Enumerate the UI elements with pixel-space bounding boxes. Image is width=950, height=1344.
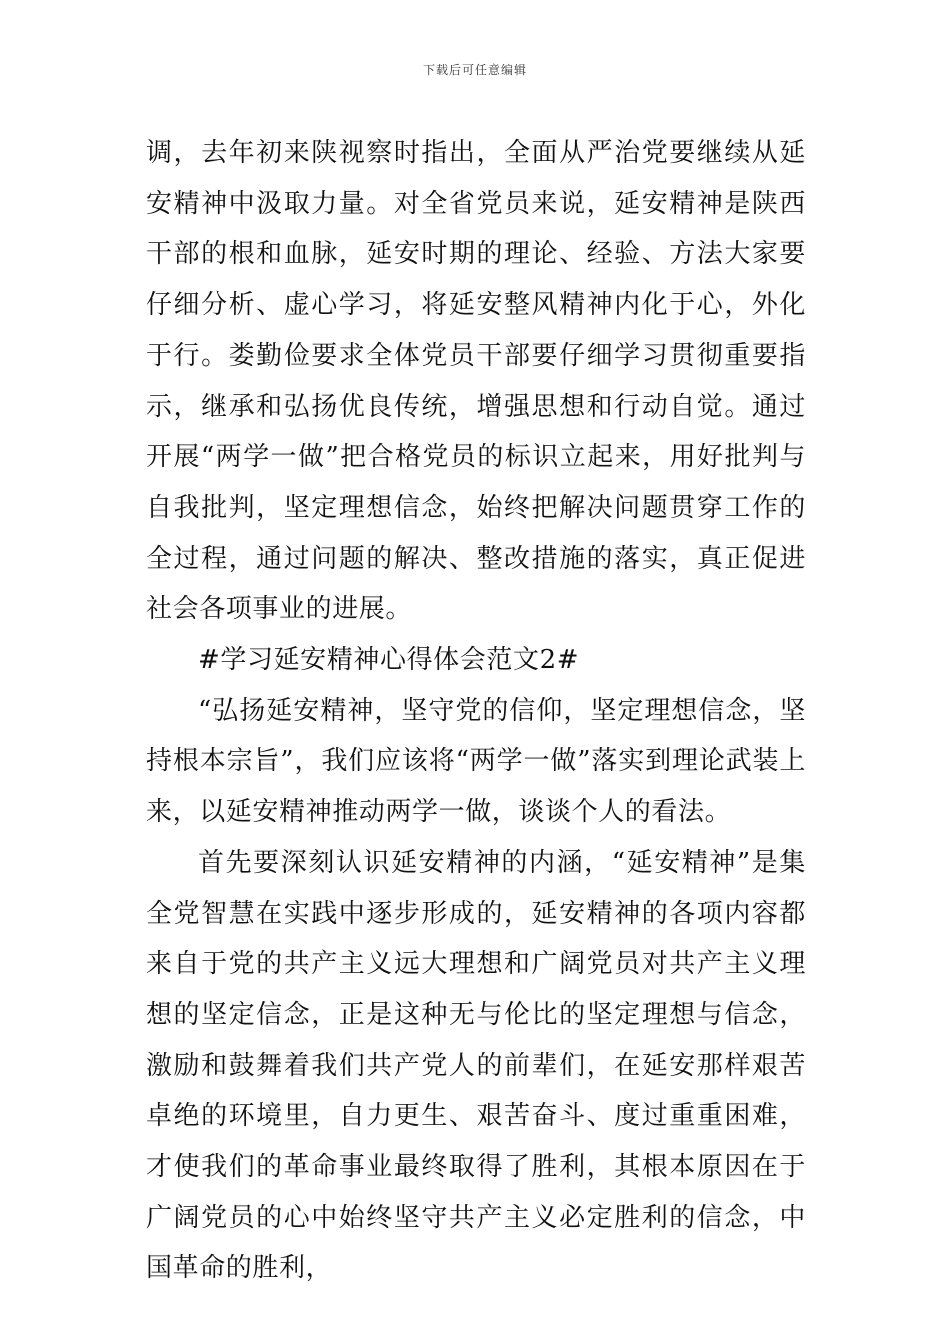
section-heading: #学习延安精神心得体会范文2# bbox=[198, 645, 580, 676]
paragraph-quote: “弘扬延安精神，坚守党的信仰，坚定理想信念，坚持根本宗旨”，我们应该将“两学一做”落实到理论武装上来，以延安精神推动两学一做，谈谈个人的看法。 bbox=[146, 695, 806, 828]
page-header: 下载后可任意编辑 bbox=[422, 63, 527, 77]
paragraph-first-point: 首先要深刻认识延安精神的内涵，“延安精神”是集全党智慧在实践中逐步形成的，延安精神的各项内容都来自于党的共产主义远大理想和广阔党员对共产主义理想的坚定信念，正是这种无与伦比的坚定理想与信念，激励和鼓舞着我们共产党人的前辈们，在延安那样艰苦卓绝的环境里，自力更生、艰苦奋斗、度过重重困难，才使我们的革命事业最终取得了胜利，其根本原因在于广阔党员的心中始终坚守共产主义必定胜利的信念，中国革命的胜利， bbox=[146, 847, 806, 1284]
document-body bbox=[146, 128, 806, 1294]
paragraph-continued: 调，去年初来陕视察时指出，全面从严治党要继续从延安精神中汲取力量。对全省党员来说，延安精神是陕西干部的根和血脉，延安时期的理论、经验、方法大家要仔细分析、虚心学习，将延安整风精神内化于心，外化于行。娄勤俭要求全体党员干部要仔细学习贯彻重要指示，继承和弘扬优良传统，增强思想和行动自觉。通过开展“两学一做”把合格党员的标识立起来，用好批判与自我批判，坚定理想信念，始终把解决问题贯穿工作的全过程，通过问题的解决、整改措施的落实，真正促进社会各项事业的进展。 bbox=[146, 138, 806, 625]
